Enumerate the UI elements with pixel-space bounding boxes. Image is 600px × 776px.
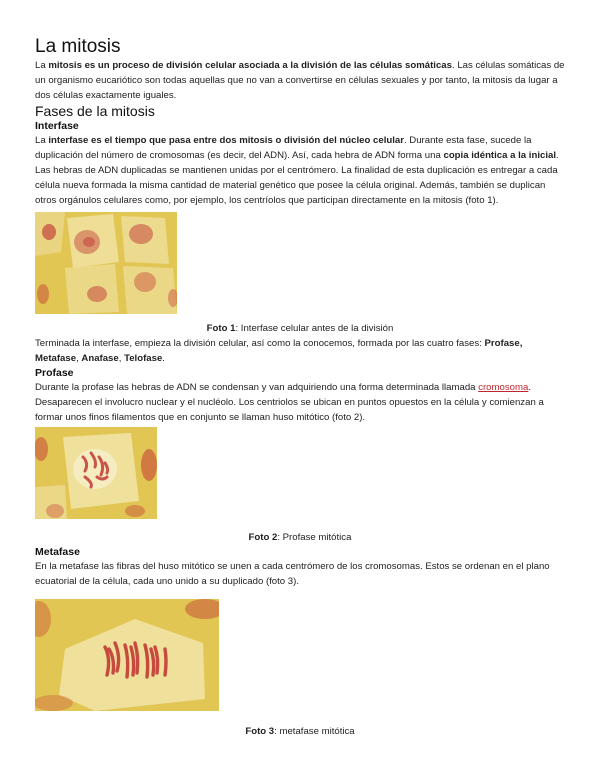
profase-text-1: Durante la profase las hebras de ADN se condensan y van adquiriendo una forma determinada llamada (35, 382, 479, 393)
phases-intro-text-1: Terminada la interfase, empieza la división celular, así como la conocemos, formada por las cuatro fases: (35, 338, 485, 349)
phases-intro-text-2: , (76, 353, 82, 364)
photo-metafase (35, 599, 219, 711)
phases-intro-bold-1: Profase, Metafase (35, 338, 523, 364)
interfase-paragraph (35, 133, 565, 208)
phases-intro-bold-2: Anafase (81, 353, 119, 364)
intro-text-1: La (35, 60, 49, 71)
caption-foto-2-text: : Profase mitótica (277, 532, 352, 543)
page-title: La mitosis (35, 36, 121, 57)
phases-intro-text-3: , (118, 353, 125, 364)
profase-heading: Profase (35, 367, 74, 379)
interfase-heading: Interfase (35, 120, 79, 132)
intro-paragraph (35, 58, 565, 103)
caption-foto-1-label: Foto 1 (206, 323, 236, 334)
metafase-heading: Metafase (35, 546, 80, 558)
caption-foto-2-label: Foto 2 (248, 532, 278, 543)
caption-foto-3 (35, 725, 565, 739)
intro-bold-1: mitosis es un proceso de división celular asociada a la división de las células somáticas (48, 60, 452, 71)
metafase-paragraph: En la metafase las fibras del huso mitótico se unen a cada centrómero de los cromosomas. Estos se ordenan en el plano ecuatorial de la célula, cada uno unido a su duplicado (foto 3). (35, 561, 550, 587)
caption-foto-1-text: : Interfase celular antes de la división (235, 323, 394, 334)
interfase-bold-1: interfase es el tiempo que pasa entre dos mitosis o división del núcleo celular (48, 135, 404, 146)
cromosoma-link[interactable]: cromosoma (478, 382, 529, 393)
caption-foto-3-text: : metafase mitótica (274, 726, 355, 737)
photo-profase (35, 427, 157, 519)
interfase-bold-2: copia idéntica a la inicial (443, 150, 556, 161)
caption-foto-3-label: Foto 3 (245, 726, 275, 737)
document-page (35, 36, 565, 739)
caption-foto-2 (35, 531, 565, 545)
phases-intro-paragraph (35, 336, 565, 366)
interfase-text-1: La (35, 135, 49, 146)
phases-heading: Fases de la mitosis (35, 103, 155, 119)
profase-text-2: . Desaparecen el involucro nuclear y el nucléolo. Los centriolos se ubican en puntos opuestos en la célula y comienzan a formar unos finos filamentos que en conjunto se llaman huso mitótico (foto 2). (35, 382, 544, 423)
interfase-text-3: . Las hebras de ADN duplicadas se mantienen unidas por el centrómero. La finalidad de esta duplicación es entregar a cada célula nueva formada la misma cantidad de material genético que posee la célula original. Además, también se duplican otros orgánulos celulares como, por ejemplo, los centríolos que participan directamente en la mitosis (foto 1). (35, 150, 559, 206)
photo-interfase (35, 212, 177, 314)
intro-text-2: . Las células somáticas de un organismo eucariótico son todas aquellas que no van a convertirse en células sexuales y por tanto, la mitosis da lugar a dos células exactamente iguales. (35, 60, 565, 101)
caption-foto-1 (35, 322, 565, 336)
interfase-text-2: . Durante esta fase, sucede la duplicación del número de cromosomas (es decir, del ADN). Así, cada hebra de ADN forma una (35, 135, 532, 161)
phases-intro-text-4: . (162, 353, 165, 364)
profase-paragraph (35, 380, 565, 425)
phases-intro-bold-3: Telofase (124, 353, 163, 364)
